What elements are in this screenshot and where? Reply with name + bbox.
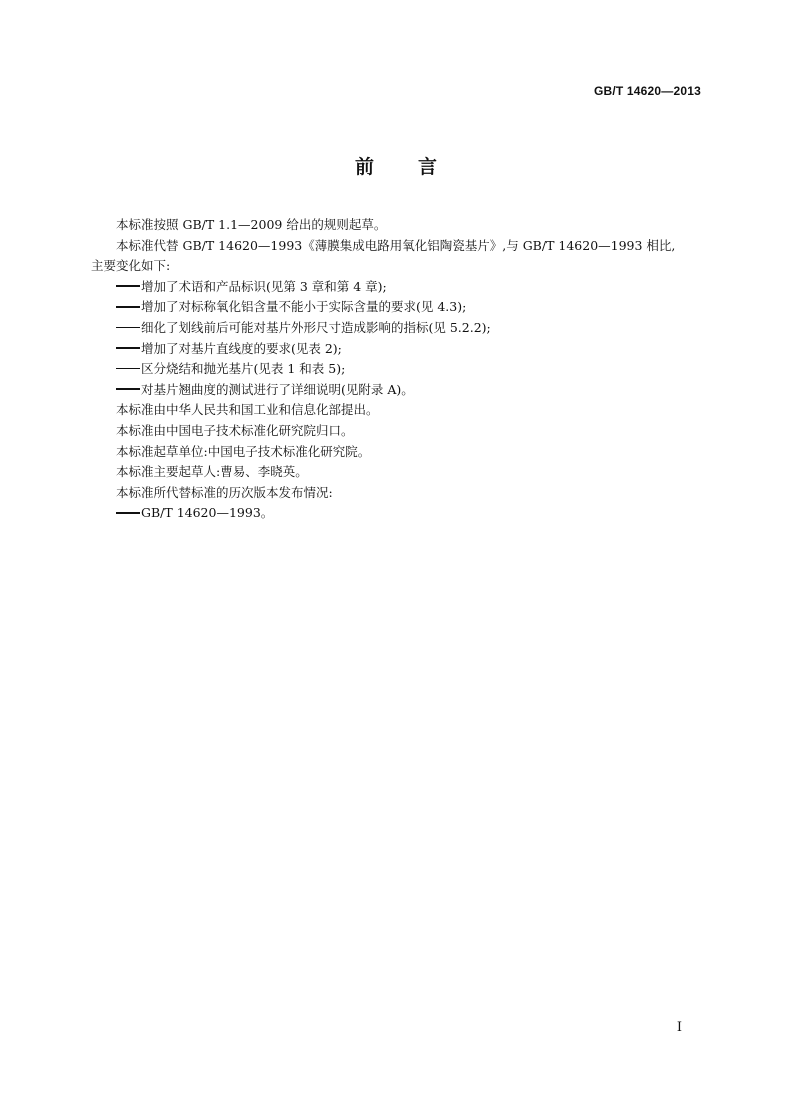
dash-mark — [116, 306, 140, 308]
foreword-body — [91, 215, 702, 524]
paragraph-drafting-unit: 本标准起草单位:中国电子技术标准化研究院。 — [116, 443, 371, 459]
paragraph-proposer: 本标准由中华人民共和国工业和信息化部提出。 — [116, 402, 379, 418]
dash-mark — [116, 347, 140, 349]
history-item-text: GB/T 14620—1993。 — [141, 505, 274, 521]
dash-mark — [116, 368, 140, 370]
title-char-1: 前 — [354, 156, 374, 178]
dash-mark — [116, 285, 140, 287]
standard-code: GB/T 14620—2013 — [593, 84, 701, 98]
paragraph-drafting-rules: 本标准按照 GB/T 1.1—2009 给出的规则起草。 — [116, 217, 387, 232]
paragraph-drafters: 本标准主要起草人:曹易、李晓英。 — [116, 464, 308, 480]
change-item — [91, 380, 702, 401]
change-item-text: 增加了对标称氧化铝含量不能小于实际含量的要求(见 4.3); — [141, 299, 467, 315]
change-item-text: 对基片翘曲度的测试进行了详细说明(见附录 A)。 — [141, 381, 414, 397]
dash-mark — [116, 512, 140, 514]
change-item — [91, 318, 702, 339]
page-title — [0, 152, 792, 179]
paragraph-centralized: 本标准由中国电子技术标准化研究院归口。 — [116, 422, 354, 438]
page-number: I — [676, 1020, 682, 1035]
change-item-text: 增加了对基片直线度的要求(见表 2); — [141, 340, 342, 356]
change-item — [91, 339, 702, 360]
paragraph-replaces-line1: 本标准代替 GB/T 14620—1993《薄膜集成电路用氧化铝陶瓷基片》,与 GB/T 14620—1993 相比, — [116, 237, 676, 253]
paragraph-replaces-line2: 主要变化如下: — [91, 258, 171, 274]
paragraph-history-intro: 本标准所代替标准的历次版本发布情况: — [116, 484, 333, 500]
change-item — [91, 297, 702, 318]
change-item — [91, 277, 702, 298]
change-item — [91, 359, 702, 380]
history-item — [91, 503, 702, 524]
dash-mark — [116, 327, 140, 329]
change-item-text: 区分烧结和抛光基片(见表 1 和表 5); — [141, 361, 346, 377]
change-item-text: 增加了术语和产品标识(见第 3 章和第 4 章); — [141, 278, 387, 294]
change-item-text: 细化了划线前后可能对基片外形尺寸造成影响的指标(见 5.2.2); — [141, 319, 491, 335]
title-char-2: 言 — [418, 156, 438, 178]
dash-mark — [116, 388, 140, 390]
